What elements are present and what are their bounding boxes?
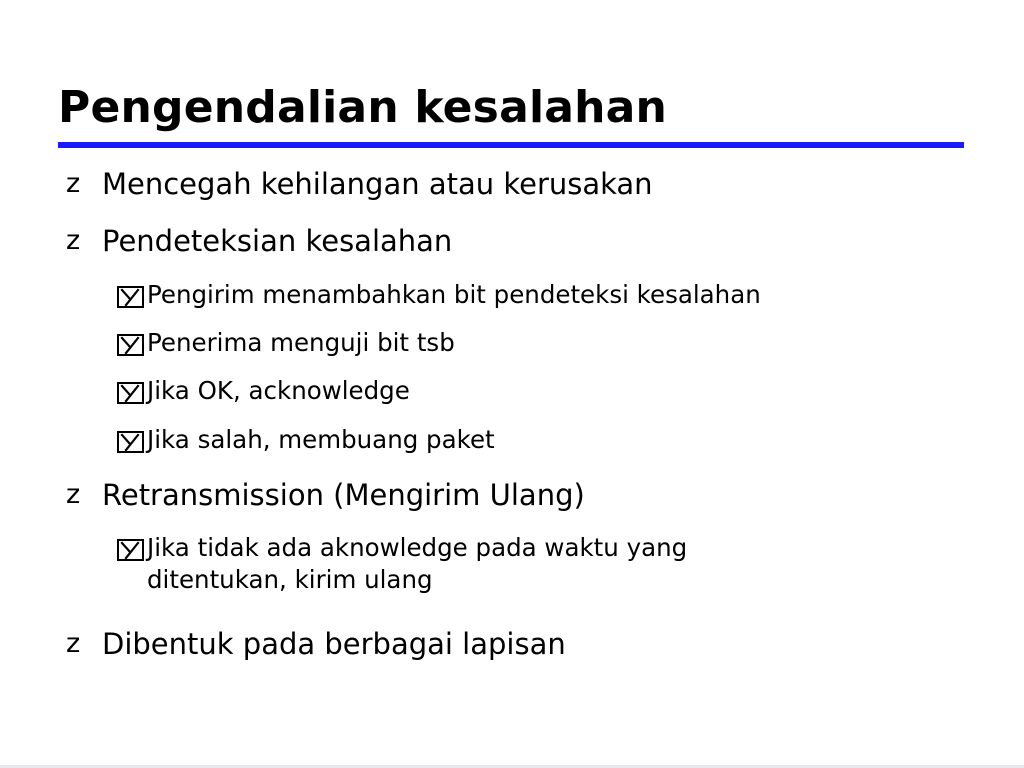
bullet-text-line-2: ditentukan, kirim ulang [147, 565, 433, 594]
command-key-bullet-icon: z [66, 479, 81, 510]
bullet-text-line-1: Jika tidak ada aknowledge pada waktu yang [147, 533, 688, 562]
slide-title: Pengendalian kesalahan [58, 82, 668, 133]
bullet-text: Retransmission (Mengirim Ulang) [102, 478, 585, 512]
bullet-item-level2 [114, 327, 455, 359]
bullet-text: Dibentuk pada berbagai lapisan [102, 627, 566, 661]
bullet-item-level2 [114, 532, 687, 596]
bullet-item-level1 [66, 626, 566, 662]
checked-box-icon [117, 334, 144, 356]
bullet-item-level2 [114, 424, 495, 456]
bullet-item-level2 [114, 375, 410, 407]
bullet-text: Pengirim menambahkan bit pendeteksi kesalahan [147, 280, 761, 309]
checked-box-bullet-icon [114, 375, 147, 407]
bullet-text: Mencegah kehilangan atau kerusakan [102, 167, 653, 201]
command-key-bullet-icon: z [66, 225, 81, 256]
bullet-item-level1 [66, 166, 653, 202]
checked-box-bullet-icon [114, 424, 147, 456]
bullet-text [147, 532, 687, 596]
checked-box-bullet-icon [114, 327, 147, 359]
checked-box-bullet-icon [114, 279, 147, 311]
bullet-text: Pendeteksian kesalahan [102, 224, 453, 258]
checked-box-icon [117, 286, 144, 308]
command-key-bullet-icon: z [66, 628, 81, 659]
bullet-item-level1 [66, 477, 585, 513]
checked-box-icon [117, 431, 144, 453]
bullet-text: Jika OK, acknowledge [147, 376, 410, 405]
command-key-bullet-icon: z [66, 168, 81, 199]
checked-box-icon [117, 382, 144, 404]
bullet-text: Jika salah, membuang paket [147, 425, 495, 454]
checked-box-bullet-icon [114, 532, 147, 564]
bullet-item-level2 [114, 279, 761, 311]
bullet-text: Penerima menguji bit tsb [147, 328, 455, 357]
bullet-item-level1 [66, 223, 452, 259]
checked-box-icon [117, 539, 144, 561]
